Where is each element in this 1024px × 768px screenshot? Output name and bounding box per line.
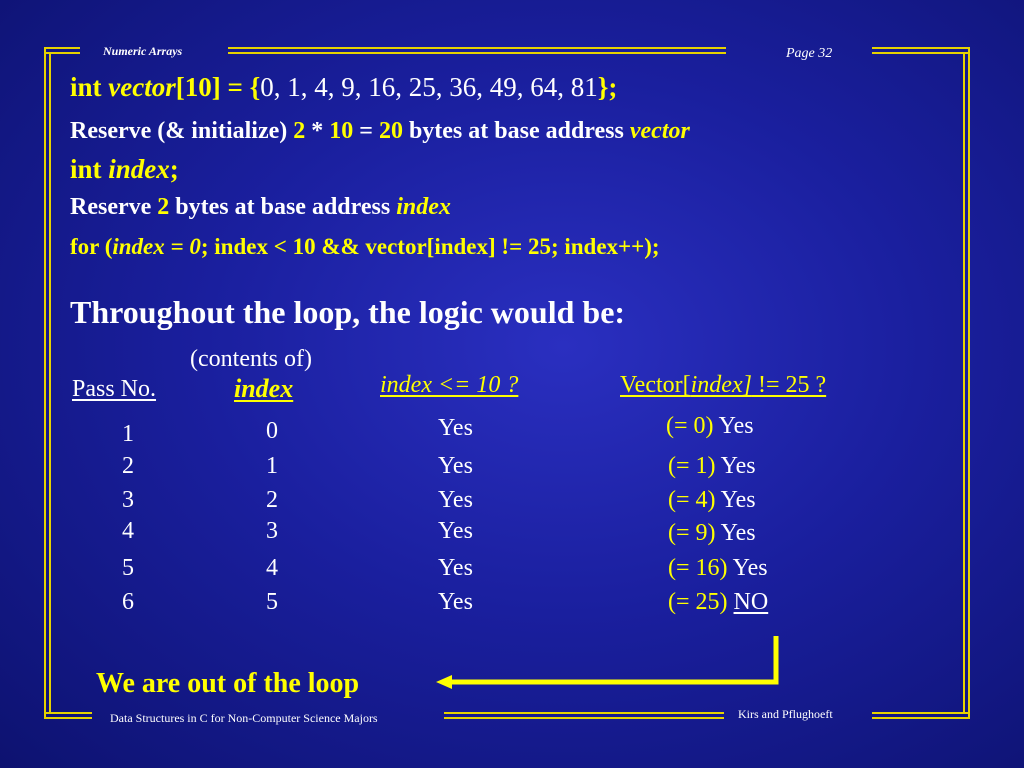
index-value: 4 xyxy=(266,555,278,581)
cond1-result: Yes xyxy=(438,453,473,479)
cond1-result: Yes xyxy=(438,589,473,615)
page-number: Page 32 xyxy=(786,46,833,61)
footer-authors: Kirs and Pflughoeft xyxy=(738,707,833,721)
header-pass-no: Pass No. xyxy=(72,376,157,402)
header-index-condition: index <= 10 ? xyxy=(380,372,519,398)
index-value: 2 xyxy=(266,487,278,513)
footer-course: Data Structures in C for Non-Computer Science Majors xyxy=(110,711,378,725)
index-value: 0 xyxy=(266,418,278,444)
pass-number: 3 xyxy=(122,487,134,513)
pass-number: 4 xyxy=(122,518,134,544)
index-value: 3 xyxy=(266,518,278,544)
cond1-result: Yes xyxy=(438,555,473,581)
cond1-result: Yes xyxy=(438,487,473,513)
header-index: index xyxy=(234,374,294,403)
pass-number: 2 xyxy=(122,453,134,479)
cond2-result: (= 0) Yes xyxy=(666,413,754,439)
code-line-array-decl: int vector[10] = {0, 1, 4, 9, 16, 25, 36, 49, 64, 81}; xyxy=(70,72,618,102)
header-vector-condition: Vector[index] != 25 ? xyxy=(620,372,827,398)
code-line-for-loop: for (index = 0; index < 10 && vector[index] != 25; index++); xyxy=(70,234,660,259)
pass-number: 6 xyxy=(122,589,134,615)
index-value: 1 xyxy=(266,453,278,479)
loop-exit-message: We are out of the loop xyxy=(96,668,360,699)
cond2-result: (= 16) Yes xyxy=(668,555,768,581)
cond2-result: (= 9) Yes xyxy=(668,520,756,546)
loop-heading: Throughout the loop, the logic would be: xyxy=(70,294,626,330)
index-value: 5 xyxy=(266,589,278,615)
section-title: Numeric Arrays xyxy=(103,44,183,58)
code-line-reserve-index: Reserve 2 bytes at base address index xyxy=(70,194,451,220)
pass-number: 5 xyxy=(122,555,134,581)
cond1-result: Yes xyxy=(438,415,473,441)
cond2-result: (= 1) Yes xyxy=(668,453,756,479)
cond2-result: (= 4) Yes xyxy=(668,487,756,513)
pass-number: 1 xyxy=(122,421,134,447)
code-line-index-decl: int index; xyxy=(70,154,179,184)
cond2-result: (= 25) NO xyxy=(668,589,769,615)
contents-of-label: (contents of) xyxy=(190,346,312,372)
code-line-reserve-vector: Reserve (& initialize) 2 * 10 = 20 bytes at base address vector xyxy=(70,118,690,144)
loop-exit-result: NO xyxy=(733,589,769,615)
cond1-result: Yes xyxy=(438,518,473,544)
